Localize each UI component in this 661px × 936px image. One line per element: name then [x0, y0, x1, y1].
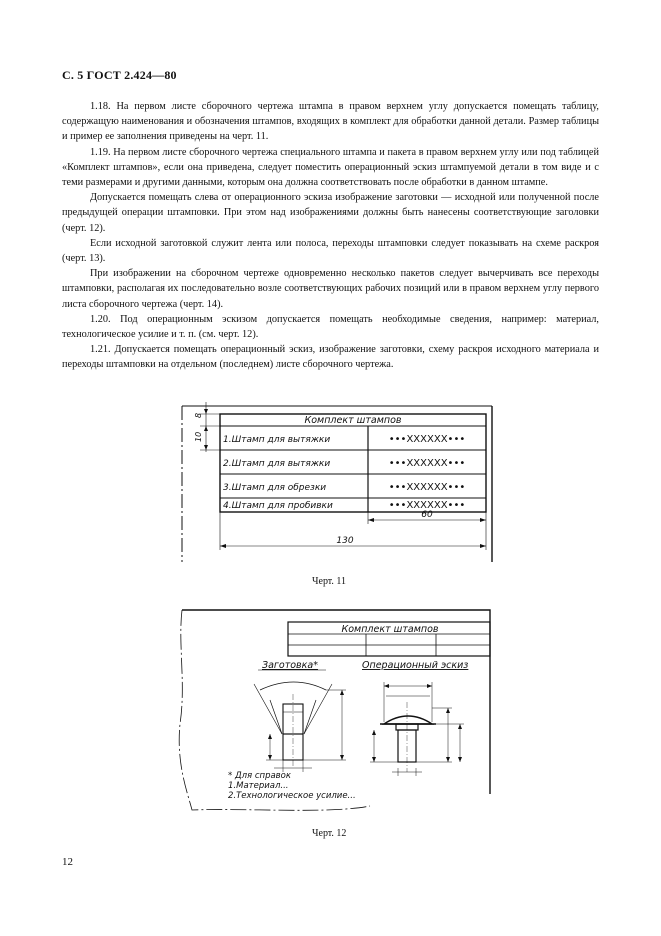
figure-11-drawing — [170, 392, 510, 572]
fig12-table-title: Комплект штампов — [341, 624, 439, 635]
fig11-dim-130: 130 — [336, 536, 354, 546]
fig11-dim-10: 10 — [194, 431, 203, 442]
fig11-dim-8: 8 — [194, 412, 203, 418]
fig12-note-2: 1.Материал... — [228, 781, 289, 791]
paragraph-1-21: 1.21. Допускается помещать операционный эскиз, изображение заготовки, схему раскроя исходного материала и переходы штамповки на отдельном (последнем) листе сборочного чертежа. — [62, 344, 599, 371]
figure-11 — [170, 392, 510, 572]
fig11-row-1-code: •••XXXXXX••• — [388, 434, 466, 445]
fig11-table-title: Комплект штампов — [304, 415, 402, 426]
paragraph-sketch-left: Допускается помещать слева от операционного эскиза изображение заготовки — исходной или полученной после предыдущей операции штамповки. При этом над изображениями должны быть нанесены соответствующие заголовки (черт. 12). — [62, 192, 599, 234]
fig11-row-2-code: •••XXXXXX••• — [388, 458, 466, 469]
fig11-row-3-name: 3.Штамп для обрезки — [223, 483, 327, 493]
fig12-note-3: 2.Технологическое усилие... — [228, 791, 356, 801]
fig12-sketch-title: Операционный эскиз — [362, 660, 469, 671]
paragraph-1-19: 1.19. На первом листе сборочного чертежа специального штампа и пакета в правом верхнем углу или под таблицей «Комплект штампов», если она приведена, следует поместить операционный эскиз штампуемой детали в том виде и с теми размерами и другими данными, которым она должна соответствовать после обработки в данном штампе. — [62, 146, 599, 189]
figure-12-caption: Черт. 12 — [312, 828, 347, 839]
figure-12 — [170, 604, 500, 824]
figure-11-caption: Черт. 11 — [312, 576, 347, 587]
fig11-row-4-name: 4.Штамп для пробивки — [223, 501, 333, 511]
fig12-note-1: * Для справок — [228, 771, 292, 781]
paragraph-1-18: 1.18. На первом листе сборочного чертежа штампа в правом верхнем углу допускается помещать таблицу, содержащую наименования и обозначения штампов, входящих в комплект для обработки данной детали. Размер таблицы и пример ее заполнения приведены на черт. 11. — [62, 101, 599, 143]
figure-12-drawing — [170, 604, 500, 824]
body-text — [62, 99, 599, 373]
fig12-blank-title: Заготовка* — [262, 660, 318, 671]
page-header: С. 5 ГОСТ 2.424—80 — [62, 68, 177, 82]
paragraph-1-20: 1.20. Под операционным эскизом допускается помещать необходимые сведения, например: материал, технологическое усилие и т. п. (см. черт. 12). — [62, 313, 599, 341]
paragraph-strip: Если исходной заготовкой служит лента или полоса, переходы штамповки следует показывать на схеме раскроя (черт. 13). — [62, 237, 599, 265]
fig11-row-3-code: •••XXXXXX••• — [388, 482, 466, 493]
fig11-dim-60: 60 — [421, 510, 433, 520]
fig11-row-4-code: •••XXXXXX••• — [388, 500, 466, 511]
page-number: 12 — [62, 856, 73, 868]
fig11-row-2-name: 2.Штамп для вытяжки — [223, 459, 331, 469]
paragraph-packages: При изображении на сборочном чертеже одновременно несколько пакетов следует вычерчивать все переходы штамповки, располагая их последовательно возле соответствующих рабочих позиций или в правом верхнем углу первого листа сборочного чертежа (черт. 14). — [62, 268, 599, 310]
fig11-row-1-name: 1.Штамп для вытяжки — [223, 435, 331, 445]
